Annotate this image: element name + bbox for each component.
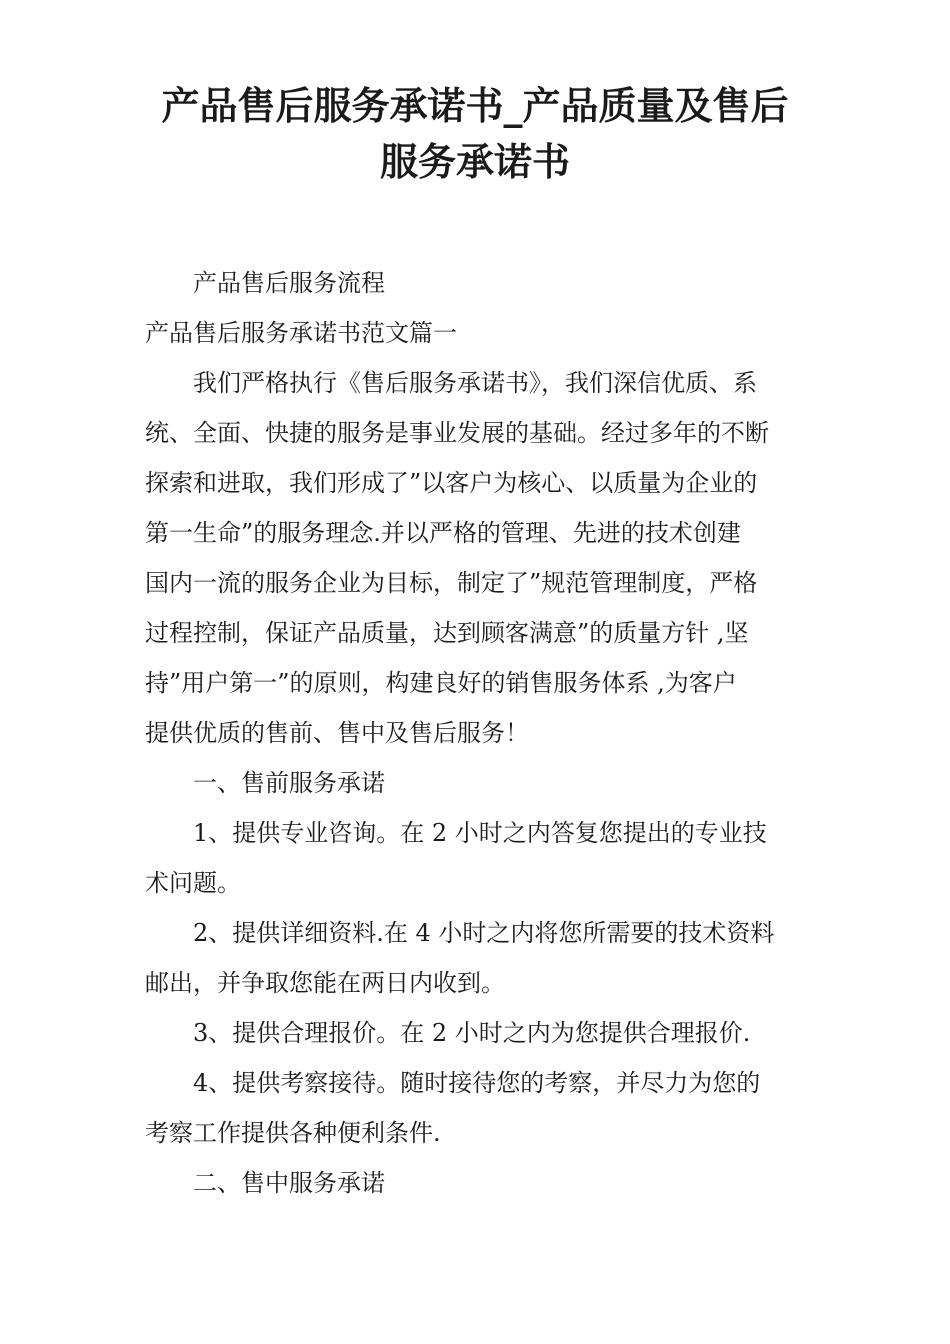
paragraph-line: 过程控制，保证产品质量，达到顾客满意”的质量方针 ,坚 — [145, 619, 749, 647]
list-item-line: 2、提供详细资料.在 4 小时之内将您所需要的技术资料 — [193, 919, 775, 947]
list-item-line: 术问题。 — [145, 869, 241, 897]
paragraph-line: 国内一流的服务企业为目标，制定了”规范管理制度，严格 — [145, 569, 758, 597]
list-item-line: 3、提供合理报价。在 2 小时之内为您提供合理报价. — [193, 1019, 751, 1047]
paragraph-line: 统、全面、快捷的服务是事业发展的基础。经过多年的不断 — [145, 419, 769, 447]
list-item-line: 邮出，并争取您能在两日内收到。 — [145, 969, 505, 997]
heading-service-process: 产品售后服务流程 — [193, 269, 385, 297]
document-title — [110, 78, 840, 190]
section-heading-insale: 二、售中服务承诺 — [193, 1169, 385, 1197]
list-item-line: 考察工作提供各种便利条件. — [145, 1119, 441, 1147]
section-heading-presale: 一、售前服务承诺 — [193, 769, 385, 797]
title-line-1: 产品售后服务承诺书_产品质量及售后 — [161, 84, 789, 128]
paragraph-line: 探索和进取，我们形成了”以客户为核心、以质量为企业的 — [145, 469, 758, 497]
paragraph-line: 持”用户第一”的原则，构建良好的销售服务体系 ,为客户 — [145, 669, 737, 697]
list-item-line: 1、提供专业咨询。在 2 小时之内答复您提出的专业技 — [193, 819, 767, 847]
heading-sample-one: 产品售后服务承诺书范文篇一 — [145, 319, 457, 347]
paragraph-line: 第一生命”的服务理念.并以严格的管理、先进的技术创建 — [145, 519, 741, 547]
list-item-line: 4、提供考察接待。随时接待您的考察，并尽力为您的 — [193, 1069, 761, 1097]
paragraph-line: 我们严格执行《售后服务承诺书》，我们深信优质、系 — [193, 369, 757, 397]
paragraph-line: 提供优质的售前、售中及售后服务！ — [145, 719, 529, 747]
title-line-2: 服务承诺书 — [379, 140, 570, 184]
